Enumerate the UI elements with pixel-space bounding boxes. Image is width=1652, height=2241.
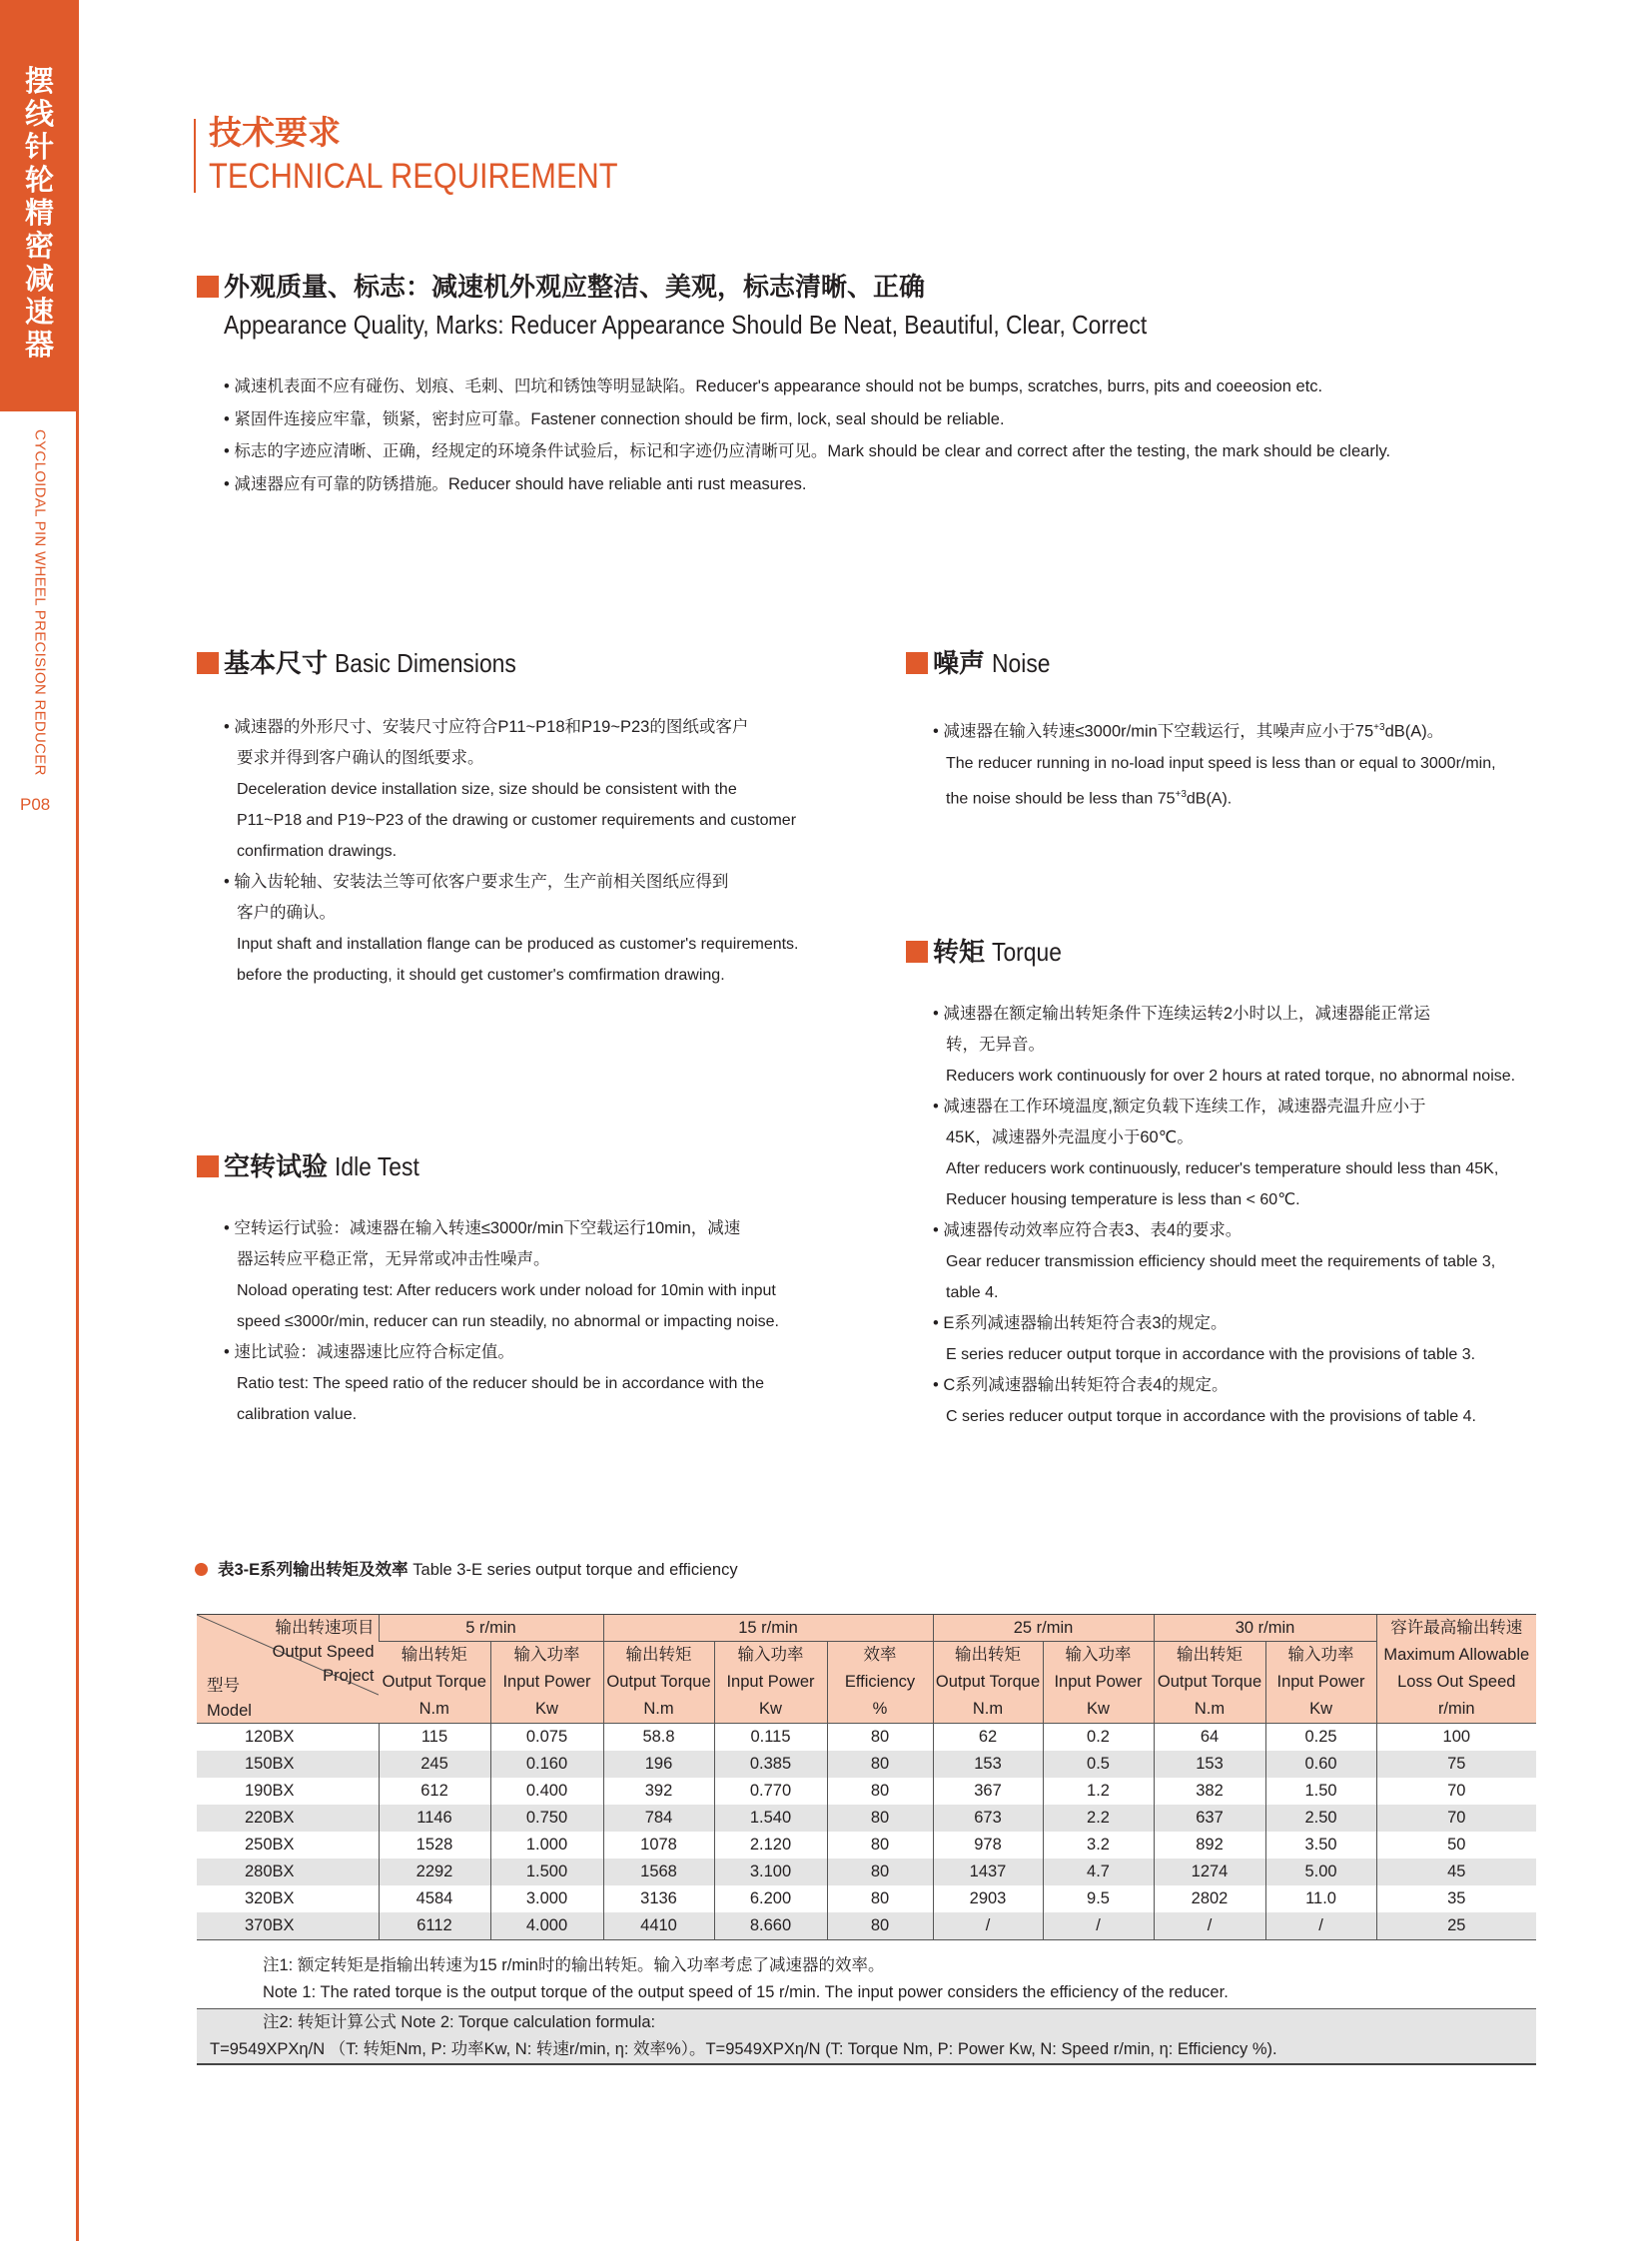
table-cell: 153 bbox=[1154, 1751, 1265, 1778]
section-marker-square bbox=[197, 1155, 219, 1177]
table-cell: 62 bbox=[933, 1724, 1043, 1752]
table-cell: 70 bbox=[1376, 1778, 1536, 1805]
sidebar-title-block bbox=[0, 0, 79, 411]
col-header-en: Output Torque bbox=[1154, 1669, 1265, 1696]
table-cell: / bbox=[1154, 1912, 1265, 1940]
section-heading: 基本尺寸 Basic Dimensions bbox=[224, 648, 517, 678]
table-note-2: 注2: 转矩计算公式 Note 2: Torque calculation formula: T=9549XPXη/N （T: 转矩Nm, P: 功率Kw, N: 转速r/min, η: 效率%）。T=9549XPXη/N (T: Torque Nm, P: Power Kw, N: Speed r/min, η: Efficiency %). bbox=[197, 2008, 1536, 2065]
table-cell: 45 bbox=[1376, 1859, 1536, 1885]
table-cell: 80 bbox=[827, 1859, 933, 1885]
table-cell: 1146 bbox=[379, 1805, 490, 1832]
table-cell: 58.8 bbox=[603, 1724, 714, 1752]
table-cell: 978 bbox=[933, 1832, 1043, 1859]
table-cell: 11.0 bbox=[1265, 1885, 1376, 1912]
table-cell: 8.660 bbox=[714, 1912, 827, 1940]
table-cell: 100 bbox=[1376, 1724, 1536, 1752]
table-row bbox=[197, 1751, 1536, 1778]
table-cell: 245 bbox=[379, 1751, 490, 1778]
table-cell: 115 bbox=[379, 1724, 490, 1752]
list-item: • 紧固件连接应牢靠，锁紧，密封应可靠。Fastener connection should be firm, lock, seal should be reliable. bbox=[224, 409, 1005, 428]
page-number: P08 bbox=[20, 795, 51, 814]
table-cell: / bbox=[1043, 1912, 1154, 1940]
table-cell: 80 bbox=[827, 1805, 933, 1832]
section-heading-en: Appearance Quality, Marks: Reducer Appearance Should Be Neat, Beautiful, Clear, Correct bbox=[224, 310, 1148, 340]
table-cell: 196 bbox=[603, 1751, 714, 1778]
table-cell: 153 bbox=[933, 1751, 1043, 1778]
table-cell: 1274 bbox=[1154, 1859, 1265, 1885]
table-cell: 75 bbox=[1376, 1751, 1536, 1778]
section-heading: 空转试验 Idle Test bbox=[224, 1151, 420, 1181]
table-body bbox=[197, 1724, 1536, 1940]
torque-text: • 减速器在额定输出转矩条件下连续运转2小时以上，减速器能正常运 转，无异音。 Reducers work continuously for over 2 hours at rated torque, no abnormal noise. • 减速器在工作环境温度,额定负载下连续工作，减速器壳温升应小于 45K，减速器外壳温度小于60℃。 After reducers work continuously, reducer's temperature should less than 45K, Reducer housing temperature is less than < 60℃. • 减速器传动效率应符合表3、表4的要求。 Gear reducer transmission efficiency should meet the requirements of table 3, table 4. • E系列减速器输出转矩符合表3的规定。 E series reducer output torque in accordance with the provisions of table 3. • C系列减速器输出转矩符合表4的规定。 C series reducer output torque in accordance with the provisions of table 4. bbox=[933, 1005, 1516, 1425]
section-marker-square bbox=[906, 941, 928, 963]
table-cell: 6112 bbox=[379, 1912, 490, 1940]
model-cell: 120BX bbox=[197, 1724, 379, 1752]
col-header-en: Efficiency bbox=[827, 1669, 933, 1696]
speed-group-header: 25 r/min bbox=[933, 1615, 1154, 1642]
model-cell: 370BX bbox=[197, 1912, 379, 1940]
col-header-en: Output Torque bbox=[379, 1669, 490, 1696]
table-cell: 80 bbox=[827, 1885, 933, 1912]
unit-cell: N.m bbox=[603, 1696, 714, 1724]
table-cell: 0.385 bbox=[714, 1751, 827, 1778]
table-cell: 673 bbox=[933, 1805, 1043, 1832]
speed-group-header: 5 r/min bbox=[379, 1615, 603, 1642]
table-row bbox=[197, 1885, 1536, 1912]
col-header-cn: 输出转矩 bbox=[1154, 1642, 1265, 1670]
max-speed-header-en: Loss Out Speed bbox=[1376, 1669, 1536, 1696]
model-cell: 150BX bbox=[197, 1751, 379, 1778]
table-cell: 4.000 bbox=[490, 1912, 603, 1940]
table-row bbox=[197, 1859, 1536, 1885]
table-cell: 64 bbox=[1154, 1724, 1265, 1752]
table-cell: 3.50 bbox=[1265, 1832, 1376, 1859]
col-header-cn: 输入功率 bbox=[1043, 1642, 1154, 1670]
table-cell: 367 bbox=[933, 1778, 1043, 1805]
col-header-cn: 效率 bbox=[827, 1642, 933, 1670]
table-row bbox=[197, 1724, 1536, 1752]
unit-cell: Kw bbox=[714, 1696, 827, 1724]
col-header-en: Output Torque bbox=[933, 1669, 1043, 1696]
table-cell: 1568 bbox=[603, 1859, 714, 1885]
section-heading-cn: 外观质量、标志：减速机外观应整洁、美观，标志清晰、正确 bbox=[224, 272, 926, 302]
table-cell: 0.2 bbox=[1043, 1724, 1154, 1752]
col-header-en: Input Power bbox=[1043, 1669, 1154, 1696]
appearance-list bbox=[224, 371, 1542, 500]
table-cell: 0.770 bbox=[714, 1778, 827, 1805]
table-row bbox=[197, 1832, 1536, 1859]
table-cell: 0.160 bbox=[490, 1751, 603, 1778]
table-cell: 2903 bbox=[933, 1885, 1043, 1912]
table-cell: 1437 bbox=[933, 1859, 1043, 1885]
model-cell: 320BX bbox=[197, 1885, 379, 1912]
model-cell: 190BX bbox=[197, 1778, 379, 1805]
table-cell: 1.500 bbox=[490, 1859, 603, 1885]
table-cell: 80 bbox=[827, 1778, 933, 1805]
idle-test-text: • 空转运行试验：减速器在输入转速≤3000r/min下空载运行10min，减速 器运转应平稳正常，无异常或冲击性噪声。 Noload operating test: After reducers work under noload for 10min with input speed ≤3000r/min, reducer can run steadily, no abnormal or impacting noise. • 速比试验：减速器速比应符合标定值。 Ratio test: The speed ratio of the reducer should be in accordance with the calibration value. bbox=[224, 1219, 779, 1423]
speed-group-header: 30 r/min bbox=[1154, 1615, 1376, 1642]
table-cell: 2.2 bbox=[1043, 1805, 1154, 1832]
sidebar bbox=[0, 0, 79, 2241]
basic-dimensions-text: • 减速器的外形尺寸、安装尺寸应符合P11~P18和P19~P23的图纸或客户 要求并得到客户确认的图纸要求。 Deceleration device installation size, size should be consistent with the P11~P18 and P19~P23 of the drawing or customer requirements and customer confirmation drawings. • 输入齿轮轴、安装法兰等可依客户要求生产，生产前相关图纸应得到 客户的确认。 Input shaft and installation flange can be produced as customer's requirements. before the producting, it should get customer's comfirmation drawing. bbox=[224, 718, 799, 984]
page-title-cn: 技术要求 bbox=[209, 114, 341, 151]
table-cell: 35 bbox=[1376, 1885, 1536, 1912]
sidebar-title-cn: 摆 线 针 轮 精 密 减 速 器 bbox=[24, 66, 54, 362]
table-cell: 3.2 bbox=[1043, 1832, 1154, 1859]
col-header-cn: 输出转矩 bbox=[379, 1642, 490, 1670]
unit-cell: N.m bbox=[933, 1696, 1043, 1724]
unit-cell: N.m bbox=[1154, 1696, 1265, 1724]
table-cell: 80 bbox=[827, 1912, 933, 1940]
table-cell: 4.7 bbox=[1043, 1859, 1154, 1885]
table-cell: 1078 bbox=[603, 1832, 714, 1859]
table-row bbox=[197, 1778, 1536, 1805]
table-cell: 0.5 bbox=[1043, 1751, 1154, 1778]
table-row bbox=[197, 1912, 1536, 1940]
unit-cell: Kw bbox=[490, 1696, 603, 1724]
unit-cell: % bbox=[827, 1696, 933, 1724]
section-marker-square bbox=[197, 652, 219, 674]
col-header-en: Input Power bbox=[490, 1669, 603, 1696]
table-cell: 1.2 bbox=[1043, 1778, 1154, 1805]
col-header-cn: 输出转矩 bbox=[933, 1642, 1043, 1670]
model-cell: 280BX bbox=[197, 1859, 379, 1885]
bullet-dot-icon bbox=[195, 1563, 208, 1576]
table-note-1: 注1: 额定转矩是指输出转速为15 r/min时的输出转矩。输入功率考虑了减速器的效率。 Note 1: The rated torque is the output torque of the output speed of 15 r/min. The input power considers the efficiency of the reducer. bbox=[263, 1956, 1229, 2001]
table-cell: 2.50 bbox=[1265, 1805, 1376, 1832]
section-heading: 噪声 Noise bbox=[933, 648, 1051, 678]
table-cell: 2802 bbox=[1154, 1885, 1265, 1912]
table-cell: 5.00 bbox=[1265, 1859, 1376, 1885]
section-marker-square bbox=[906, 652, 928, 674]
table-cell: 70 bbox=[1376, 1805, 1536, 1832]
table-cell: 50 bbox=[1376, 1832, 1536, 1859]
table-cell: 392 bbox=[603, 1778, 714, 1805]
speed-group-header: 15 r/min bbox=[603, 1615, 933, 1642]
model-cell: 220BX bbox=[197, 1805, 379, 1832]
table-row bbox=[197, 1805, 1536, 1832]
unit-cell: r/min bbox=[1376, 1696, 1536, 1724]
table-cell: 4584 bbox=[379, 1885, 490, 1912]
table-cell: 892 bbox=[1154, 1832, 1265, 1859]
unit-cell: Kw bbox=[1043, 1696, 1154, 1724]
table-cell: 382 bbox=[1154, 1778, 1265, 1805]
table-cell: 4410 bbox=[603, 1912, 714, 1940]
table-cell: 1528 bbox=[379, 1832, 490, 1859]
max-speed-header-cn: 容许最高输出转速 bbox=[1376, 1615, 1536, 1642]
table-caption: 表3-E系列输出转矩及效率 Table 3-E series output torque and efficiency bbox=[195, 1556, 738, 1580]
section-heading: 转矩 Torque bbox=[933, 937, 1063, 967]
table-corner-header: 输出转速项目 Output Speed Project 型号 Model bbox=[197, 1615, 379, 1724]
table-cell: / bbox=[1265, 1912, 1376, 1940]
section-marker-square bbox=[197, 276, 219, 298]
table-cell: 25 bbox=[1376, 1912, 1536, 1940]
col-header-cn: 输出转矩 bbox=[603, 1642, 714, 1670]
unit-cell: Kw bbox=[1265, 1696, 1376, 1724]
table-cell: 1.000 bbox=[490, 1832, 603, 1859]
table-cell: 784 bbox=[603, 1805, 714, 1832]
table-cell: 3.000 bbox=[490, 1885, 603, 1912]
model-cell: 250BX bbox=[197, 1832, 379, 1859]
col-header-cn: 输入功率 bbox=[490, 1642, 603, 1670]
table-cell: 0.60 bbox=[1265, 1751, 1376, 1778]
table-cell: 80 bbox=[827, 1724, 933, 1752]
table-cell: 612 bbox=[379, 1778, 490, 1805]
table-cell: 1.540 bbox=[714, 1805, 827, 1832]
table-cell: 2292 bbox=[379, 1859, 490, 1885]
noise-text: • 减速器在输入转速≤3000r/min下空载运行，其噪声应小于$75^{+3}dB(A)$。 The reducer running in no-load input speed is less than or equal to 3000r/min, the noise should be less than $75^{+3}dB(A)$. bbox=[933, 722, 1496, 807]
table-cell: 9.5 bbox=[1043, 1885, 1154, 1912]
max-speed-header-en: Maximum Allowable bbox=[1376, 1642, 1536, 1670]
page-title-en: TECHNICAL REQUIREMENT bbox=[209, 157, 618, 196]
col-header-cn: 输入功率 bbox=[1265, 1642, 1376, 1670]
table-cell: 0.750 bbox=[490, 1805, 603, 1832]
header-accent-bar bbox=[194, 119, 196, 193]
table-cell: 637 bbox=[1154, 1805, 1265, 1832]
table-cell: 0.25 bbox=[1265, 1724, 1376, 1752]
table-cell: 0.115 bbox=[714, 1724, 827, 1752]
list-item: • 标志的字迹应清晰、正确，经规定的环境条件试验后，标记和字迹仍应清晰可见。Mark should be clear and correct after the testing, the mark should be clearly. bbox=[224, 442, 1391, 460]
table-cell: / bbox=[933, 1912, 1043, 1940]
sidebar-divider-line bbox=[76, 411, 79, 2241]
table-cell: 1.50 bbox=[1265, 1778, 1376, 1805]
table-cell: 0.075 bbox=[490, 1724, 603, 1752]
col-header-en: Input Power bbox=[1265, 1669, 1376, 1696]
col-header-en: Input Power bbox=[714, 1669, 827, 1696]
list-item: • 减速机表面不应有碰伤、划痕、毛刺、凹坑和锈蚀等明显缺陷。Reducer's appearance should not be bumps, scratches, burrs, pits and coeeosion etc. bbox=[224, 377, 1323, 395]
table-cell: 80 bbox=[827, 1751, 933, 1778]
unit-cell: N.m bbox=[379, 1696, 490, 1724]
table-cell: 3136 bbox=[603, 1885, 714, 1912]
table-cell: 0.400 bbox=[490, 1778, 603, 1805]
col-header-en: Output Torque bbox=[603, 1669, 714, 1696]
sidebar-vertical-title-en: CYCLOIDAL PIN WHEEL PRECISION REDUCER bbox=[31, 429, 49, 776]
col-header-cn: 输入功率 bbox=[714, 1642, 827, 1670]
table-cell: 80 bbox=[827, 1832, 933, 1859]
table-cell: 2.120 bbox=[714, 1832, 827, 1859]
list-item: • 减速器应有可靠的防锈措施。Reducer should have reliable anti rust measures. bbox=[224, 474, 807, 493]
torque-efficiency-table bbox=[197, 1615, 1536, 1940]
table-cell: 6.200 bbox=[714, 1885, 827, 1912]
table-cell: 3.100 bbox=[714, 1859, 827, 1885]
